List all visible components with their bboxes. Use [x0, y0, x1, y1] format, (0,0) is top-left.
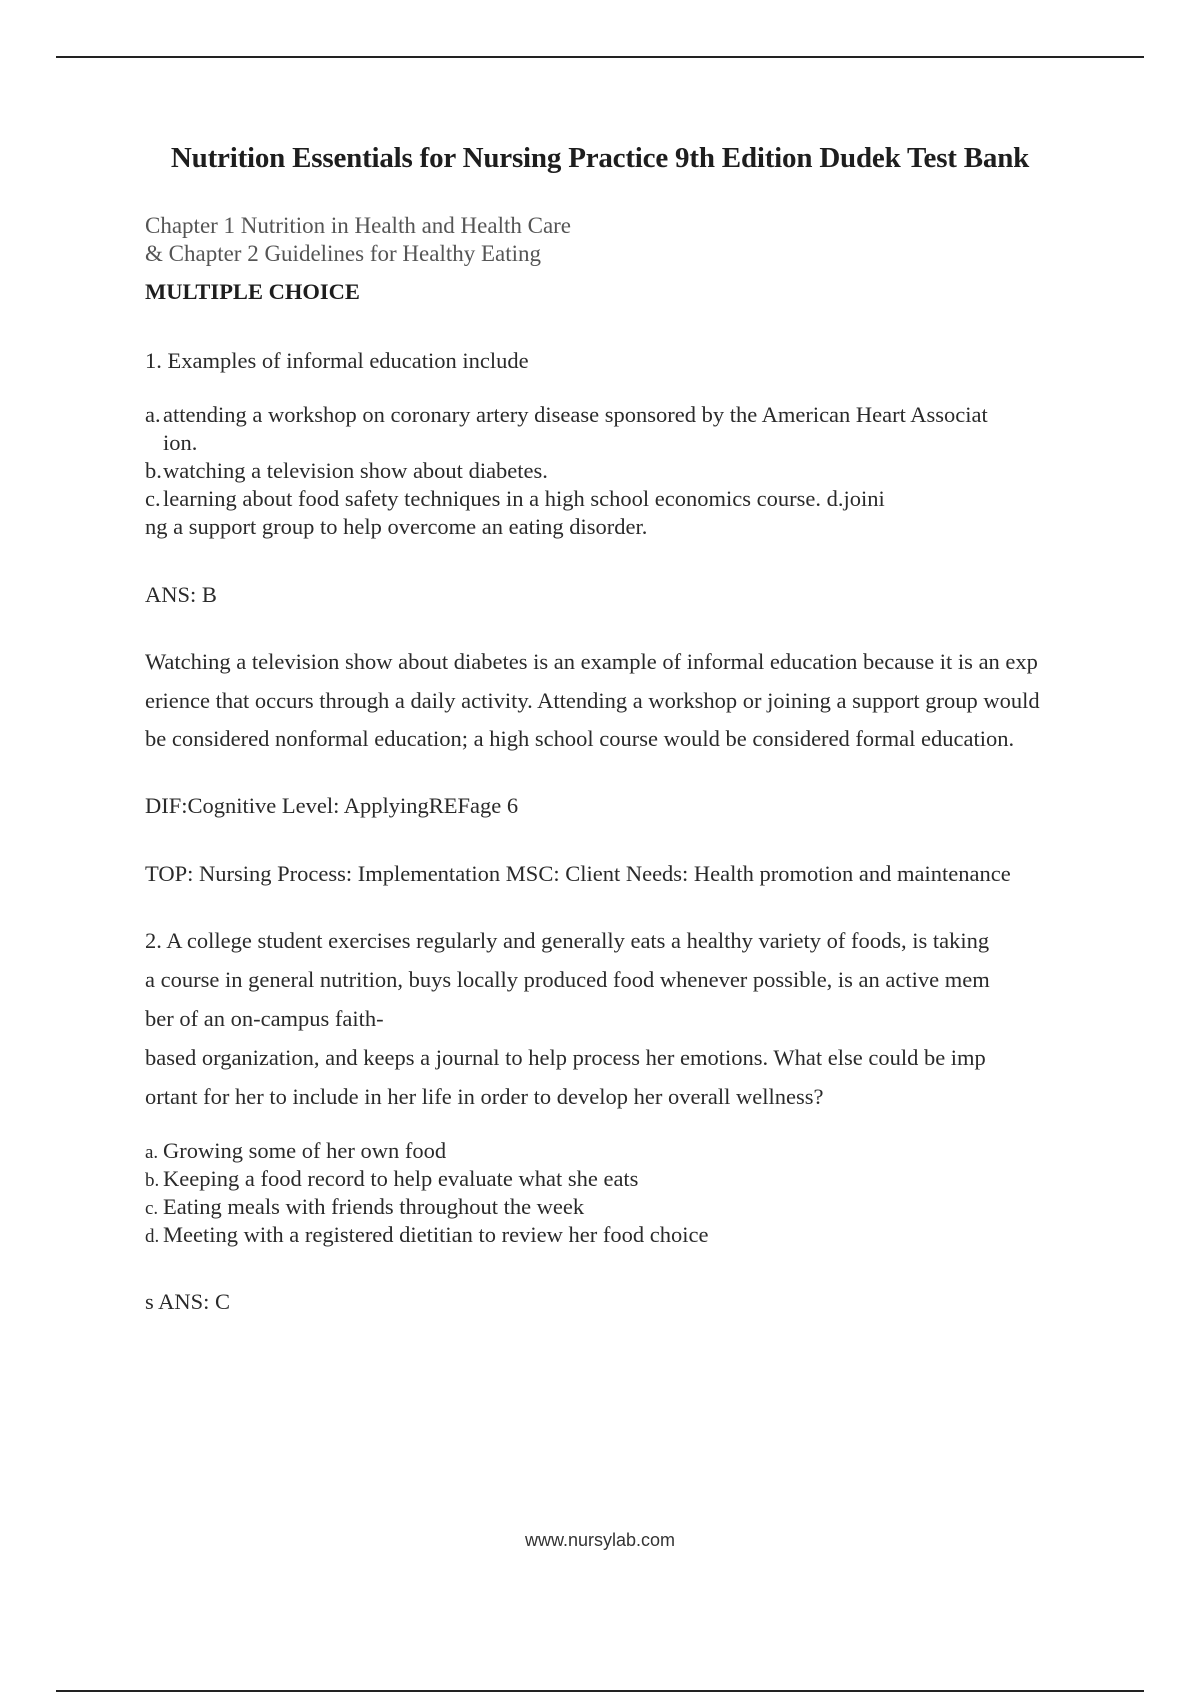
option-text: attending a workshop on coronary artery disease sponsored by the American Heart Associat — [163, 402, 988, 427]
option-label: b. — [145, 458, 162, 483]
question-1-topic: TOP: Nursing Process: Implementation MSC: Client Needs: Health promotion and maintenance — [145, 861, 1011, 886]
option-text: Meeting with a registered dietitian to review her food choice — [163, 1222, 709, 1247]
option-label: c. — [145, 486, 161, 511]
question-1-option-a — [145, 404, 988, 427]
option-text: Keeping a food record to help evaluate what she eats — [163, 1166, 639, 1191]
option-text: learning about food safety techniques in a high school economics course. d.joini — [163, 486, 885, 511]
question-2-stem-line-1: 2. A college student exercises regularly and generally eats a healthy variety of foods, is taking — [145, 928, 990, 953]
question-2-stem-line-4: based organization, and keeps a journal to help process her emotions. What else could be imp — [145, 1045, 986, 1070]
option-text: watching a television show about diabetes. — [163, 458, 548, 483]
question-1-answer: ANS: B — [145, 582, 217, 607]
bottom-rule — [56, 1690, 1144, 1692]
question-1-rationale-line-2: erience that occurs through a daily activity. Attending a workshop or joining a support group would — [145, 688, 1040, 713]
question-2-stem-line-2: a course in general nutrition, buys locally produced food whenever possible, is an active mem — [145, 967, 990, 992]
option-text: Growing some of her own food — [163, 1138, 447, 1163]
option-label: a. — [145, 402, 161, 427]
question-2-stem-line-3: ber of an on-campus faith- — [145, 1006, 384, 1031]
option-label: a. — [145, 1142, 159, 1163]
option-label: b. — [145, 1170, 160, 1191]
option-label: d. — [145, 1226, 160, 1247]
question-2-stem-line-5: ortant for her to include in her life in order to develop her overall wellness? — [145, 1084, 824, 1109]
option-label: c. — [145, 1198, 159, 1219]
question-1-option-c — [145, 488, 885, 511]
question-1-rationale-line-3: be considered nonformal education; a high school course would be considered formal education. — [145, 726, 1015, 751]
question-1-option-c-cont: ng a support group to help overcome an eating disorder. — [145, 514, 648, 539]
question-1-option-b — [145, 460, 548, 483]
question-1-stem: 1. Examples of informal education include — [145, 348, 529, 373]
question-1-rationale-line-1: Watching a television show about diabetes is an example of informal education because it is an exp — [145, 649, 1038, 674]
question-1-option-a-cont: ion. — [163, 430, 198, 455]
top-rule — [56, 56, 1144, 58]
question-2-option-c — [145, 1196, 584, 1219]
page-title: Nutrition Essentials for Nursing Practice 9th Edition Dudek Test Bank — [170, 142, 1030, 174]
section-heading: MULTIPLE CHOICE — [145, 279, 360, 304]
question-1-difficulty: DIF:Cognitive Level: ApplyingREFage 6 — [145, 793, 519, 818]
question-2-answer: s ANS: C — [145, 1289, 231, 1314]
question-2-option-a — [145, 1140, 446, 1163]
chapter-line-1: Chapter 1 Nutrition in Health and Health Care — [145, 213, 572, 238]
footer-url: www.nursylab.com — [524, 1530, 676, 1550]
option-text: Eating meals with friends throughout the week — [163, 1194, 585, 1219]
question-2-option-b — [145, 1168, 638, 1191]
question-2-option-d — [145, 1224, 708, 1247]
chapter-line-2: & Chapter 2 Guidelines for Healthy Eating — [145, 241, 542, 266]
